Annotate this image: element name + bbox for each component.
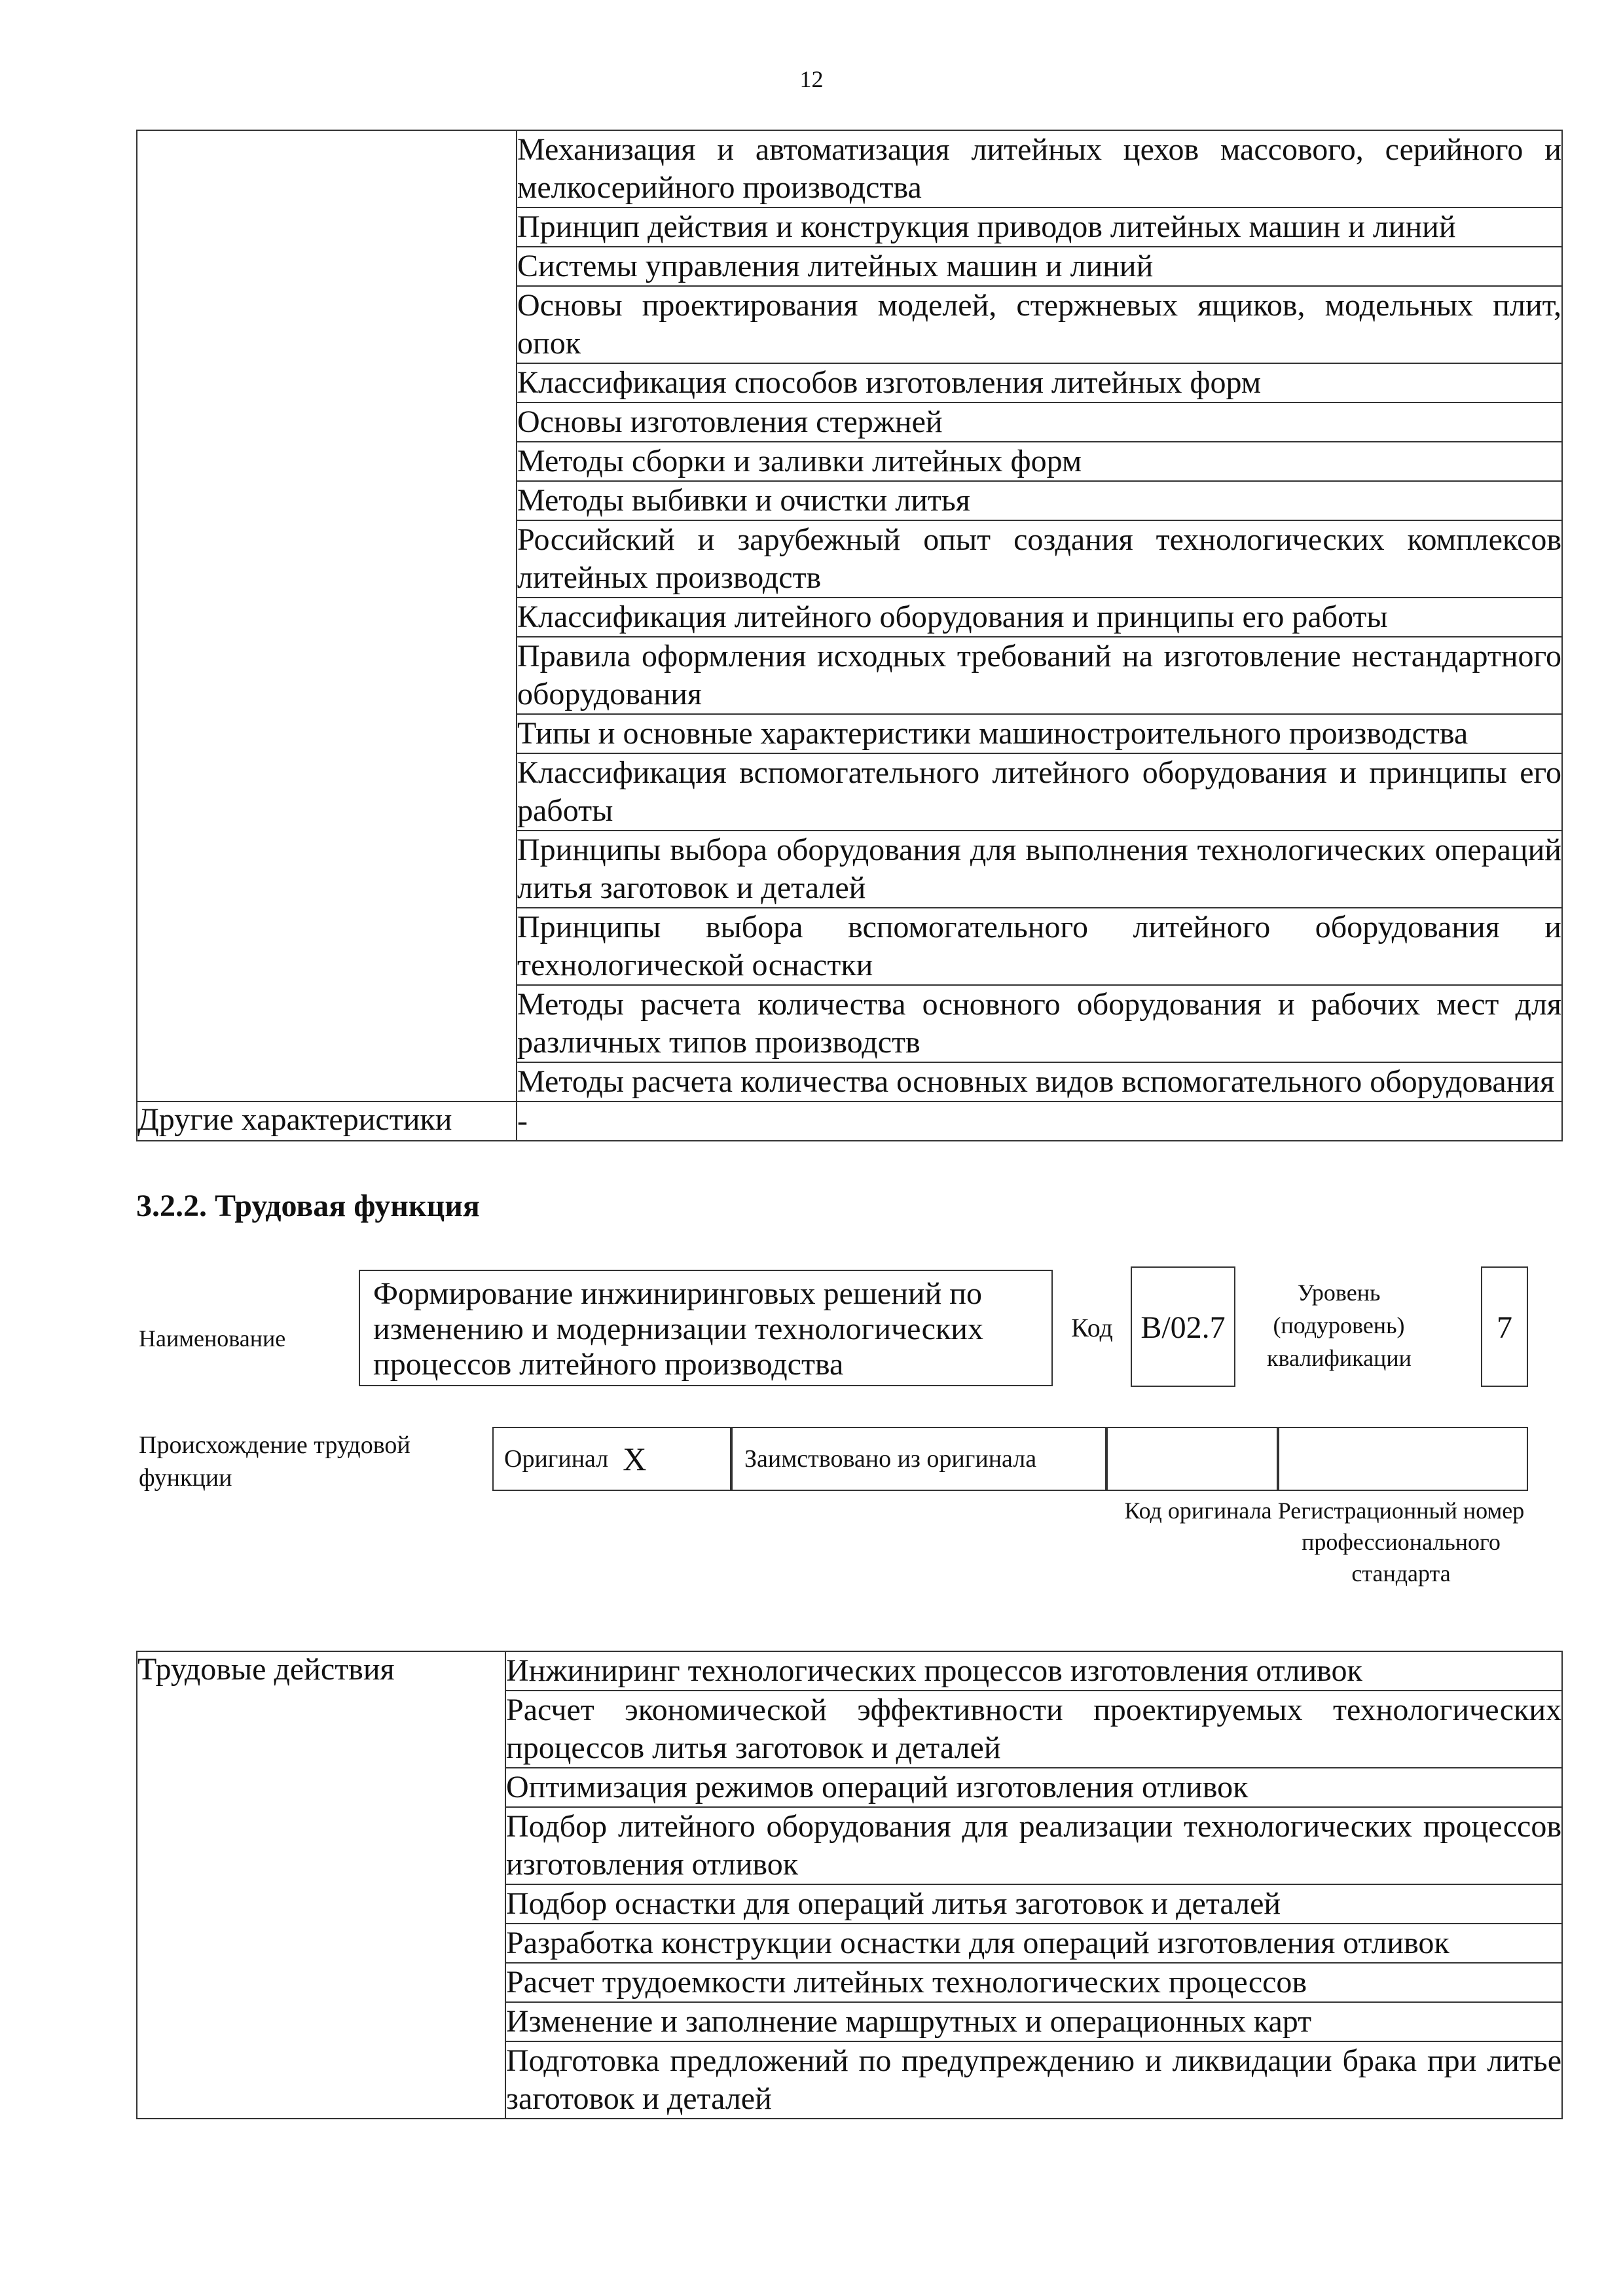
labor-action-item: Подбор литейного оборудования для реализации технологических процессов изготовления отливок bbox=[505, 1807, 1562, 1884]
original-code-cell bbox=[1106, 1427, 1278, 1491]
knowledge-item: Типы и основные характеристики машиностроительного производства bbox=[517, 714, 1562, 753]
table-row bbox=[137, 1102, 1562, 1141]
knowledge-item: Принципы выбора оборудования для выполнения технологических операций литья заготовок и деталей bbox=[517, 831, 1562, 908]
code-label: Код bbox=[1071, 1313, 1113, 1342]
original-code-caption: Код оригинала bbox=[1124, 1498, 1272, 1524]
knowledge-item: Принципы выбора вспомогательного литейного оборудования и технологической оснастки bbox=[517, 908, 1562, 985]
labor-actions-table bbox=[136, 1651, 1563, 2119]
table-row bbox=[137, 1651, 1562, 1691]
name-label: Наименование bbox=[139, 1325, 286, 1352]
knowledge-item: Принцип действия и конструкция приводов литейных машин и линий bbox=[517, 207, 1562, 247]
code-value-box: B/02.7 bbox=[1131, 1266, 1235, 1387]
labor-action-item: Инжиниринг технологических процессов изготовления отливок bbox=[505, 1651, 1562, 1691]
origin-row bbox=[492, 1427, 1528, 1491]
other-characteristics-label: Другие характеристики bbox=[137, 1102, 517, 1141]
knowledge-item: Основы изготовления стержней bbox=[517, 403, 1562, 442]
knowledge-item: Правила оформления исходных требований на изготовление нестандартного оборудования bbox=[517, 637, 1562, 714]
knowledge-label-cell bbox=[137, 130, 517, 1102]
borrowed-cell bbox=[731, 1427, 1106, 1491]
reg-number-cell bbox=[1278, 1427, 1528, 1491]
other-characteristics-value: - bbox=[517, 1102, 1562, 1141]
labor-action-item: Подбор оснастки для операций литья заготовок и деталей bbox=[505, 1884, 1562, 1924]
section-title: 3.2.2. Трудовая функция bbox=[136, 1189, 480, 1223]
labor-action-item: Расчет экономической эффективности проектируемых технологических процессов литья заготовок и деталей bbox=[505, 1691, 1562, 1768]
borrowed-label: Заимствовано из оригинала bbox=[744, 1445, 1037, 1473]
labor-action-item: Расчет трудоемкости литейных технологических процессов bbox=[505, 1963, 1562, 2002]
knowledge-item: Методы расчета количества основных видов вспомогательного оборудования bbox=[517, 1062, 1562, 1102]
knowledge-item: Механизация и автоматизация литейных цехов массового, серийного и мелкосерийного производства bbox=[517, 130, 1562, 207]
original-mark: X bbox=[623, 1441, 647, 1477]
knowledge-item: Методы расчета количества основного оборудования и рабочих мест для различных типов производств bbox=[517, 985, 1562, 1062]
knowledge-item: Классификация вспомогательного литейного оборудования и принципы его работы bbox=[517, 753, 1562, 831]
origin-label: Происхождение трудовой функции bbox=[139, 1431, 410, 1492]
page-number: 12 bbox=[799, 66, 824, 92]
knowledge-item: Основы проектирования моделей, стержневых ящиков, модельных плит, опок bbox=[517, 286, 1562, 363]
function-name-box: Формирование инжиниринговых решений по изменению и модернизации технологических процессов литейного производства bbox=[359, 1270, 1053, 1386]
knowledge-item: Методы сборки и заливки литейных форм bbox=[517, 442, 1562, 481]
table-row bbox=[137, 130, 1562, 207]
labor-actions-label: Трудовые действия bbox=[137, 1651, 505, 2119]
knowledge-item: Классификация литейного оборудования и принципы его работы bbox=[517, 598, 1562, 637]
knowledge-item: Методы выбивки и очистки литья bbox=[517, 481, 1562, 520]
original-cell bbox=[492, 1427, 731, 1491]
knowledge-item: Классификация способов изготовления литейных форм bbox=[517, 363, 1562, 403]
labor-action-item: Оптимизация режимов операций изготовления отливок bbox=[505, 1768, 1562, 1807]
labor-action-item: Разработка конструкции оснастки для операций изготовления отливок bbox=[505, 1924, 1562, 1963]
original-label: Оригинал bbox=[504, 1445, 609, 1473]
reg-number-caption: Регистрационный номер профессионального стандарта bbox=[1277, 1498, 1525, 1587]
knowledge-item: Российский и зарубежный опыт создания технологических комплексов литейных производств bbox=[517, 520, 1562, 598]
qualification-level-label: Уровень (подуровень) квалификации bbox=[1267, 1280, 1412, 1371]
qualification-level-box: 7 bbox=[1481, 1266, 1528, 1387]
labor-action-item: Подготовка предложений по предупреждению и ликвидации брака при литье заготовок и деталей bbox=[505, 2041, 1562, 2119]
labor-action-item: Изменение и заполнение маршрутных и операционных карт bbox=[505, 2002, 1562, 2041]
knowledge-table bbox=[136, 130, 1563, 1141]
knowledge-item: Системы управления литейных машин и линий bbox=[517, 247, 1562, 286]
